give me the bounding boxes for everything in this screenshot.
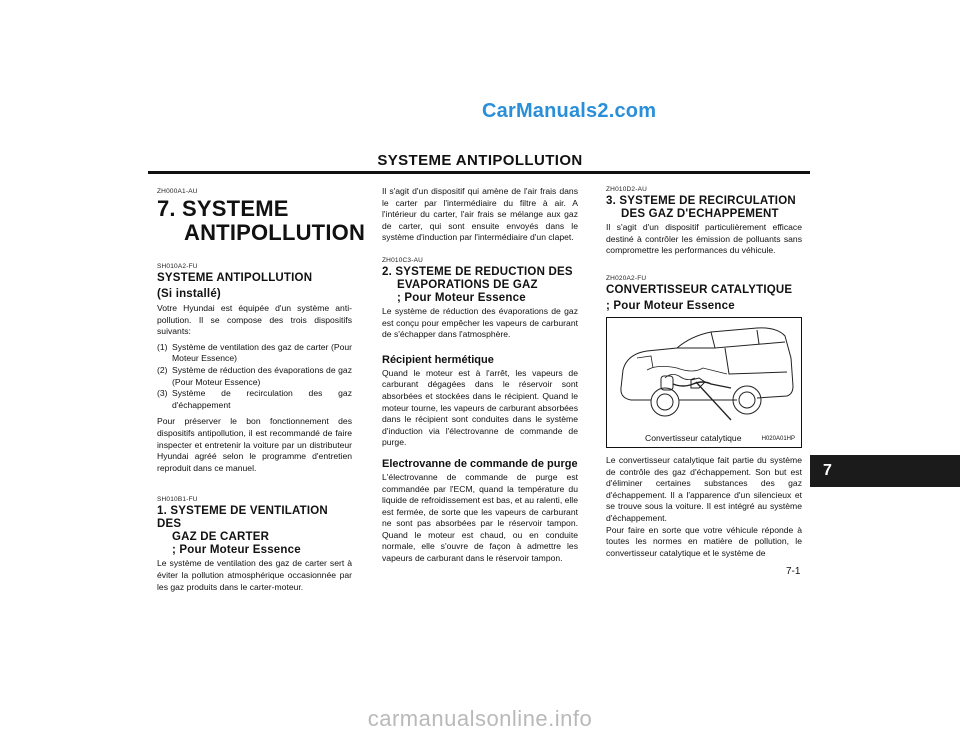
section-code: SH010A2-FU	[157, 263, 198, 270]
section-title: SYSTEME ANTIPOLLUTION	[157, 272, 313, 284]
watermark-carmanualsonline: carmanualsonline.info	[367, 706, 593, 731]
list-item-number: (2)	[157, 364, 168, 375]
section1-title-line3: ; Pour Moteur Essence	[172, 544, 301, 557]
list-item	[157, 342, 352, 365]
section2-title-line2: EVAPORATIONS DE GAZ	[397, 278, 538, 291]
chapter-tab	[810, 455, 960, 487]
subsection-canister-text: Quand le moteur est à l'arrêt, les vapeurs de carburant dégagées dans le réservoir sont absorbées et stockées dans le récipient. Quand le moteur tourne, les vapeurs de carburant absorbées dans le récipient sont conduites dans le système d'induction via l'électrovanne de commande de purge.	[382, 367, 578, 448]
list-item-text: Système de réduction des évaporations de gaz (Pour Moteur Essence)	[172, 364, 352, 387]
device-list	[157, 342, 352, 412]
column-1	[157, 188, 366, 593]
chapter-title-line1: 7. SYSTEME	[157, 196, 289, 221]
list-item-text: Système de ventilation des gaz de carter (Pour Moteur Essence)	[172, 341, 352, 364]
crankcase-text: Il s'agit d'un dispositif qui amène de l'air frais dans le carter par l'intermédiaire du filtre à air. A l'intérieur du carter, l'air frais se mélange aux gaz de carter, qui sont ensuite envoyés dans le système d'induction par l'intermédiaire d'un clapet.	[382, 186, 578, 243]
section4-code: ZH020A2-FU	[606, 274, 647, 282]
catalytic-text-2: Pour faire en sorte que votre véhicule réponde à toutes les normes en matière de pollution, le convertisseur catalytique et le système de	[606, 524, 802, 558]
section3-title-line2: DES GAZ D'ECHAPPEMENT	[621, 208, 779, 220]
section1-code: SH010B1-FU	[157, 496, 198, 504]
catalytic-converter-figure	[606, 317, 802, 448]
figure-caption: Convertisseur catalytique	[645, 433, 742, 443]
section1-title-line1: 1. SYSTEME DE VENTILATION DES	[157, 505, 328, 531]
intro-text: Votre Hyundai est équipée d'un système anti-pollution. Il se compose des trois dispositifs suivants:	[157, 303, 352, 337]
section3-text: Il s'agit d'un dispositif particulièrement efficace destiné à contrôler les émission de polluants sans compromettre les performances du véhicule.	[606, 222, 802, 256]
maintenance-advice: Pour préserver le bon fonctionnement des dispositifs antipollution, il est recommandé de faire inspecter et entretenir la voiture par un distributeur Hyundai agréé selon le programme d'entretien reproduit dans ce manuel.	[157, 416, 352, 473]
chapter-tab-number: 7	[823, 462, 832, 479]
section4-title: CONVERTISSEUR CATALYTIQUE	[606, 283, 793, 296]
page-header-title: SYSTEME ANTIPOLLUTION	[377, 152, 583, 169]
subsection-canister-title: Récipient hermétique	[382, 353, 494, 366]
page-number: 7-1	[786, 566, 801, 577]
section-subtitle: (Si installé)	[157, 288, 221, 300]
section2-title-line1: 2. SYSTEME DE REDUCTION DES	[382, 265, 573, 278]
list-item-text: Système de recirculation des gaz d'échappement	[172, 388, 352, 410]
figure-code: H020A01HP	[761, 436, 795, 442]
section3-code: ZH010D2-AU	[606, 186, 648, 193]
column-3	[606, 186, 802, 313]
section1-text: Le système de ventilation des gaz de carter sert à éviter la pollution atmosphérique occasionnée par les gaz produits dans le carter-moteur.	[157, 558, 352, 592]
section1-title-line2: GAZ DE CARTER	[172, 531, 270, 544]
section2-text: Le système de réduction des évaporations de gaz est conçu pour empêcher les vapeurs de carburant de s'échapper dans l'atmosphère.	[382, 305, 578, 340]
section4-subtitle: ; Pour Moteur Essence	[606, 299, 735, 312]
chapter-title-line2: ANTIPOLLUTION	[184, 220, 366, 245]
column-2	[382, 186, 578, 565]
subsection-purge-valve-title: Electrovanne de commande de purge	[382, 457, 578, 470]
chapter-code: ZH000A1-AU	[157, 188, 198, 195]
section2-title-line3: ; Pour Moteur Essence	[397, 291, 526, 304]
list-item	[157, 388, 352, 411]
list-item	[157, 365, 352, 388]
vehicle-underbody-illustration	[607, 318, 801, 447]
list-item-number: (3)	[157, 388, 168, 399]
section3-title-line1: 3. SYSTEME DE RECIRCULATION	[606, 195, 796, 207]
section2-code: ZH010C3-AU	[382, 256, 424, 264]
column-3-lower	[606, 455, 802, 559]
subsection-purge-valve-text: L'électrovanne de commande de purge est commandée par l'ECM, quand la température du liquide de refroidissement est bas, et au ralenti, elle est fermée, de sorte que les vapeurs de carburant ne sont pas absorbées par le réservoir tampon. Quand le moteur est chaud, ou en conduite normale, elle s'ouvre de façon à admettre les vapeurs de carburant dans le réservoir tampon.	[382, 471, 578, 564]
catalytic-text-1: Le convertisseur catalytique fait partie du système de contrôle des gaz d'échappement. Son but est d'éliminer certaines substances des gaz d'échappement. Il a l'apparence d'un silencieux et se trouve sous la voiture. Il est intégré au système d'échappement.	[606, 455, 802, 523]
list-item-number: (1)	[157, 341, 168, 352]
watermark-carmanuals2: CarManuals2.com	[482, 100, 657, 122]
header-rule	[148, 171, 810, 174]
